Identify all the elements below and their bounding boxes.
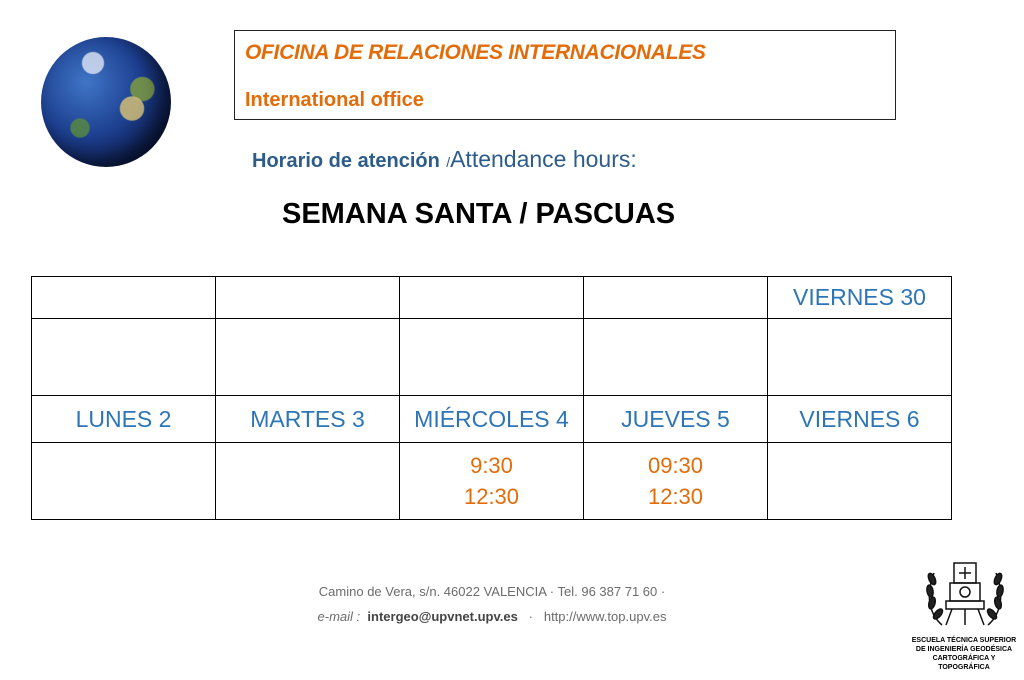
day-header-miercoles-4: MIÉRCOLES 4 [400, 396, 584, 443]
table-row [32, 396, 952, 443]
table-cell [216, 319, 400, 396]
day-header-viernes-30: VIERNES 30 [768, 277, 952, 319]
table-row [32, 277, 952, 319]
day-header-martes-3: MARTES 3 [216, 396, 400, 443]
time-start: 9:30 [470, 453, 513, 478]
table-cell [584, 319, 768, 396]
table-cell [32, 277, 216, 319]
day-header-viernes-6: VIERNES 6 [768, 396, 952, 443]
day-header-lunes-2: LUNES 2 [32, 396, 216, 443]
email-link[interactable]: intergeo@upvnet.upv.es [367, 609, 518, 624]
table-cell [216, 277, 400, 319]
footer-contact [0, 609, 984, 624]
website-link[interactable]: http://www.top.upv.es [543, 609, 667, 624]
email-label: e-mail : [317, 609, 361, 624]
office-title-es: OFICINA DE RELACIONES INTERNACIONALES [245, 41, 706, 64]
time-cell [216, 443, 400, 520]
week-title: SEMANA SANTA / PASCUAS [282, 198, 676, 230]
table-cell [400, 277, 584, 319]
school-name: ESCUELA TÉCNICA SUPERIOR DE INGENIERÍA GEODÉSICA CARTOGRÁFICA Y TOPOGRÁFICA [911, 637, 1017, 671]
day-header-jueves-5: JUEVES 5 [584, 396, 768, 443]
hours-label-en: Attendance hours: [450, 146, 637, 172]
time-end: 12:30 [463, 484, 520, 509]
time-cell [768, 443, 952, 520]
time-end: 12:30 [647, 484, 704, 509]
table-cell [32, 319, 216, 396]
time-start: 09:30 [647, 453, 704, 478]
footer-dot: · [528, 609, 533, 624]
table-row [32, 319, 952, 396]
table-cell [584, 277, 768, 319]
hours-label-es: Horario de atención [252, 150, 440, 172]
table-row [32, 443, 952, 520]
hours-separator: / [446, 154, 451, 170]
school-emblem-icon [922, 555, 1008, 631]
time-cell [400, 443, 584, 520]
footer-address: Camino de Vera, s/n. 46022 VALENCIA · Tel. 96 387 71 60 · [318, 584, 666, 599]
time-cell [32, 443, 216, 520]
schedule-table [31, 276, 952, 520]
time-cell [584, 443, 768, 520]
title-box [234, 30, 896, 120]
table-cell [768, 319, 952, 396]
table-cell [400, 319, 584, 396]
attendance-hours-heading [252, 146, 637, 173]
globe-image [41, 37, 171, 167]
office-title-en: International office [245, 89, 424, 111]
